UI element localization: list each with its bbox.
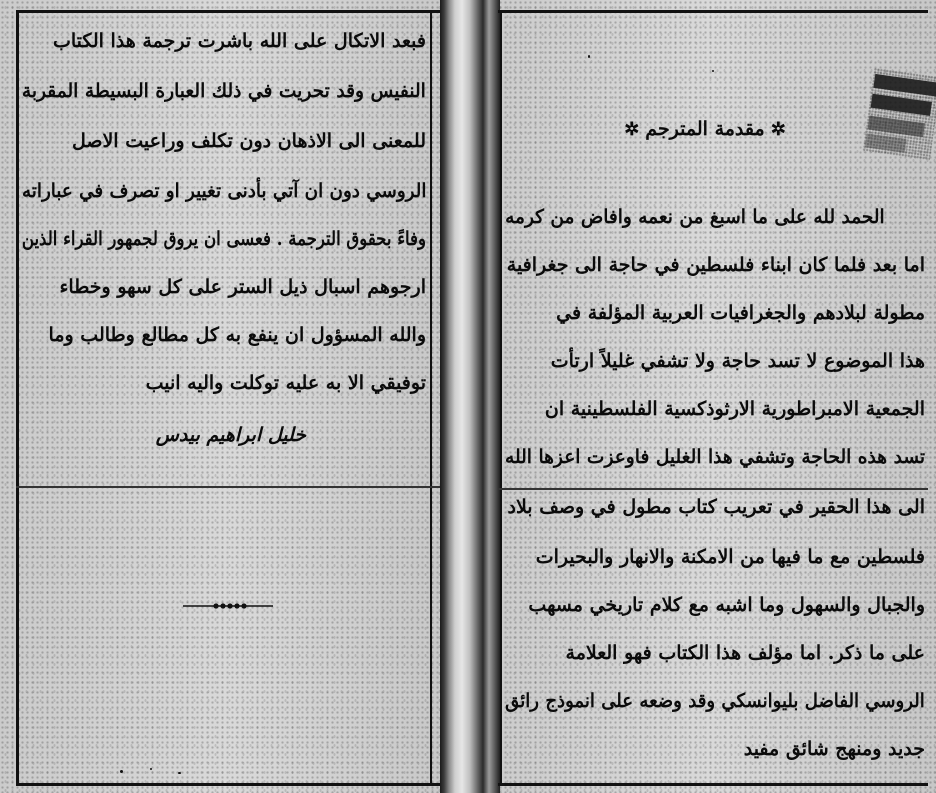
right-page-inner-border bbox=[500, 10, 502, 786]
right-line-9: والجبال والسهول وما اشبه مع كلام تاريخي مسهب bbox=[528, 594, 925, 616]
right-line-5: الجمعية الامبراطورية الارثوذكسية الفلسطينية ان bbox=[544, 398, 925, 420]
right-line-2: اما بعد فلما كان ابناء فلسطين في حاجة الى جغرافية bbox=[506, 254, 925, 276]
scan-speck bbox=[712, 70, 714, 72]
left-line-1: فبعد الاتكال على الله باشرت ترجمة هذا الكتاب bbox=[52, 30, 426, 52]
right-line-6: تسد هذه الحاجة وتشفي هذا الغليل فاوعزت اعزها الله bbox=[504, 446, 925, 468]
translator-signature: خليل ابراهيم بيدس bbox=[155, 424, 306, 446]
right-page-body bbox=[505, 0, 925, 793]
left-line-4: الروسي دون ان آتي بأدنى تغيير او تصرف في عباراته bbox=[21, 180, 426, 202]
left-line-2: النفيس وقد تحريت في ذلك العبارة البسيطة المقربة bbox=[21, 80, 426, 102]
scan-speck bbox=[178, 772, 181, 774]
book-gutter bbox=[440, 0, 500, 793]
scan-speck bbox=[120, 770, 123, 773]
right-line-3: مطولة لبلادهم والجغرافيات العربية المؤلفة في bbox=[556, 302, 925, 324]
left-line-3: للمعنى الى الاذهان دون تكلف وراعيت الاصل bbox=[71, 130, 426, 152]
right-line-4: هذا الموضوع لا تسد حاجة ولا تشفي غليلاً ارتأت bbox=[550, 350, 925, 372]
section-divider-ornament bbox=[183, 600, 273, 612]
right-line-10: على ما ذكر. اما مؤلف هذا الكتاب فهو العلامة bbox=[565, 642, 925, 664]
ornament-star-icon: ✲ bbox=[770, 119, 786, 140]
left-line-8: توفيقي الا به عليه توكلت واليه انيب bbox=[145, 372, 426, 394]
left-page-outer-border bbox=[16, 10, 19, 786]
scan-speck bbox=[150, 768, 152, 770]
left-line-6: ارجوهم اسبال ذيل الستر على كل سهو وخطاء bbox=[59, 276, 426, 298]
right-line-7: الى هذا الحقير في تعريب كتاب مطول في وصف بلاد bbox=[507, 496, 925, 518]
library-stamp bbox=[862, 68, 936, 161]
left-line-7: والله المسؤول ان ينفع به كل مطالع وطالب وما bbox=[48, 324, 426, 346]
right-line-12: جديد ومنهج شائق مفيد bbox=[743, 738, 925, 760]
left-page-inner-border bbox=[430, 10, 432, 786]
right-line-11: الروسي الفاضل بليوانسكي وقد وضعه على انموذج رائق bbox=[505, 690, 925, 712]
scan-speck bbox=[588, 55, 590, 58]
left-line-5: وفاءً بحقوق الترجمة . فعسى ان يروق لجمهور القراء الذين bbox=[21, 228, 426, 250]
right-line-8: فلسطين مع ما فيها من الامكنة والانهار والبحيرات bbox=[535, 546, 925, 568]
title-text: مقدمة المترجم bbox=[645, 118, 765, 140]
right-line-1: الحمد لله على ما اسبغ من نعمه وافاض من كرمه bbox=[505, 206, 885, 228]
ornament-star-icon: ✲ bbox=[624, 119, 640, 140]
left-page-body bbox=[22, 0, 426, 793]
